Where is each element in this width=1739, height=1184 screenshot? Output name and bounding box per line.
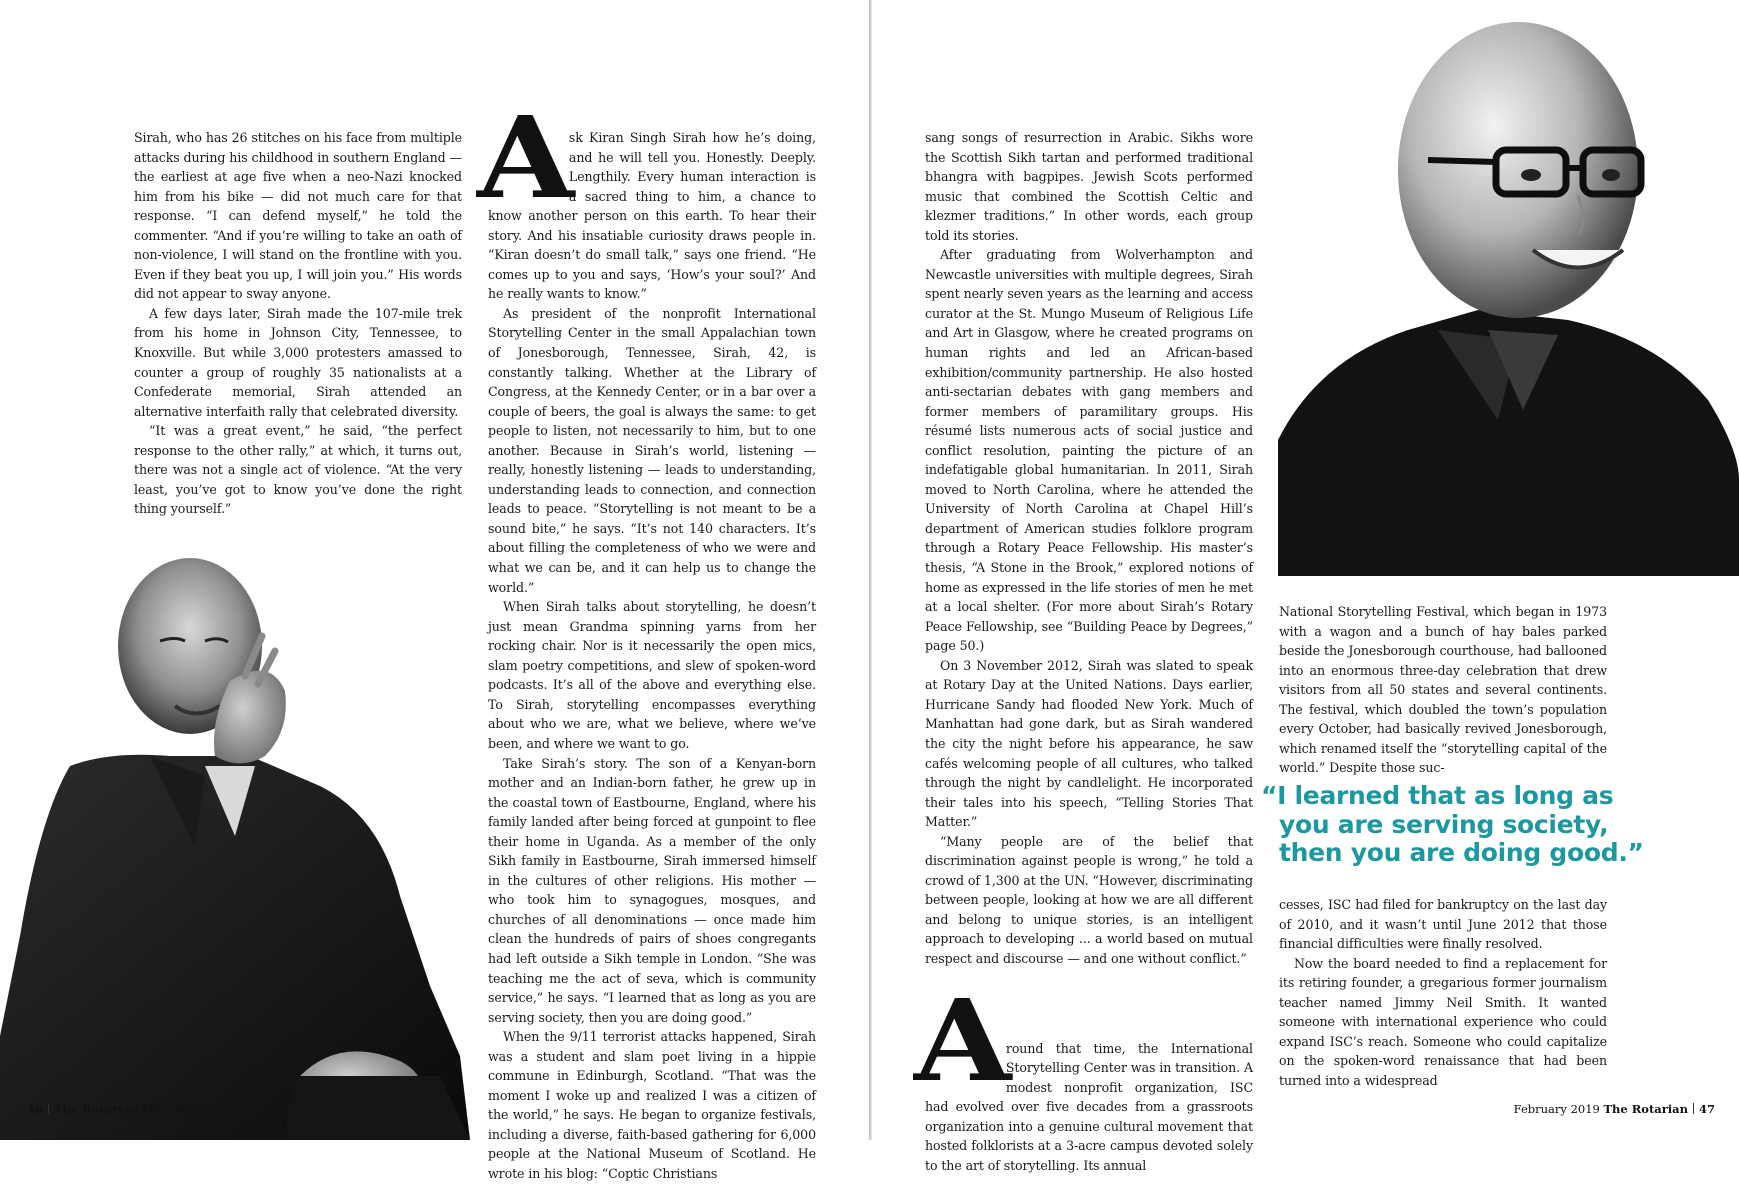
body-paragraph: sang songs of resurrection in Arabic. Sikhs wore the Scottish Sikh tartan and performed traditional bhangra with bagpipes. Jewish Scots performed music that combined the Scottish Celtic and klezmer traditions.” In other words, each group told its stories. — [925, 130, 1253, 243]
body-paragraph: Now the board needed to find a replacement for its retiring founder, a gregarious former journalism teacher named Jimmy Neil Smith. It wanted someone with international experience who could expand ISC’s reach. Someone who could capitalize on the spoken-word renaissance that had been turned into a widespread — [1279, 955, 1607, 1088]
right-page — [872, 0, 1739, 1173]
folio-left — [27, 1102, 228, 1116]
portrait-photo-right — [1278, 0, 1739, 576]
body-paragraph: “Many people are of the belief that discrimination against people is wrong,” he told a crowd of 1,300 at the UN. “However, discriminating between people, looking at how we are all different and belong to unique stories, is an intelligent approach to developing ... a world based on mutual respect and discourse — and one without conflict.” — [925, 833, 1253, 966]
right-column-2-bottom — [1279, 895, 1607, 1090]
body-paragraph: “It was a great event,” he said, “the perfect response to the other rally,” at which, it turns out, there was not a single act of violence. “At the very least, you’ve got to know you’ve done the right thing yourself.” — [134, 423, 462, 517]
left-page — [0, 0, 870, 1181]
lead-paragraph: sk Kiran Singh Sirah how he’s doing, and he will tell you. Honestly. Deeply. Lengthily. Every human interaction is a sacred thing to him, a chance to know another person on this earth. To hear their story. And his insatiable curiosity draws people in. “Kiran doesn’t do small talk,” says one friend. “He comes up to you and says, ‘How’s your soul?’ And he really wants to know.” — [488, 130, 816, 302]
dropcap-paragraph — [477, 93, 816, 304]
body-paragraph: When the 9/11 terrorist attacks happened, Sirah was a student and slam poet living in a hippie commune in Edinburgh, Scotland. “That was the moment I woke up and realized I was a citizen of the world,” he says. He began to organize festivals, including a diverse, faith-based gathering for 6,000 people at the National Museum of Scotland. He wrote in his blog: “Coptic Christians — [488, 1029, 816, 1181]
pull-quote — [1261, 782, 1731, 868]
body-paragraph: As president of the nonprofit International Storytelling Center in the small Appalachian town of Jonesborough, Tennessee, Sirah, 42, is constantly talking. Whether at the Library of Congress, at the Kennedy Center, or in a bar over a couple of beers, the goal is always the same: to get people to listen, not necessarily to him, but to one another. Because in Sirah’s world, listening — really, honestly listening — leads to understanding, understanding leads to connection, and connection leads to peace. “Storytelling is not meant to be a sound bite,” he says. “It’s not 140 characters. It’s about filling the completeness of who we were and what we can be, and it can help us to change the world.” — [488, 305, 816, 595]
body-paragraph: A few days later, Sirah made the 107-mile trek from his home in Johnson City, Tennessee, to Knoxville. But while 3,000 protesters amassed to counter a group of roughly 35 nationalists at a Confederate memorial, Sirah attended an alternative interfaith rally that celebrated diversity. — [134, 305, 462, 419]
dropcap-letter-2: A — [914, 975, 1007, 1107]
pull-quote-line-2: you are serving society, — [1279, 809, 1609, 839]
lead-paragraph-2: round that time, the International Storytelling Center was in transition. A modest nonprofit organization, ISC had evolved over five decades from a grassroots organization into a genuine cultural movement that hosted folklorists at a 3-acre campus devoted solely to the art of storytelling. Its annual — [925, 1040, 1253, 1173]
festival-paragraph: National Storytelling Festival, which began in 1973 with a wagon and a bunch of hay bales parked beside the Jonesborough courthouse, had ballooned into an enormous three-day celebration that drew visitors from all 50 states and several continents. The festival, which doubled the town’s population every October, had basically revived Jonesborough, which renamed itself the “storytelling capital of the world.” Despite those suc- — [1279, 604, 1607, 776]
right-column-1 — [914, 128, 1253, 1175]
dropcap-letter: A — [477, 93, 570, 224]
body-paragraph: Sirah, who has 26 stitches on his face from multiple attacks during his childhood in southern England — the earliest at age five when a neo-Nazi knocked him from his bike — did not much care for that response. “I can defend myself,” he told the commenter. “And if you’re willing to take an oath of non-violence, I will stand on the frontline with you. Even if they beat you up, I will join you.” His words did not appear to sway anyone. — [134, 130, 462, 302]
left-column-2 — [477, 93, 816, 1184]
body-paragraph: When Sirah talks about storytelling, he doesn’t just mean Grandma spinning yarns from her rocking chair. Nor is it necessarily the open mics, slam poetry competitions, and slew of spoken-word podcasts. It’s all of the above and everything else. To Sirah, storytelling encompasses everything about who we are, what we believe, where we’ve been, and where we want to go. — [488, 599, 816, 751]
right-column-2-top — [1279, 602, 1607, 778]
pull-quote-line-3: then you are doing good.” — [1279, 838, 1644, 867]
issue-date: February 2019 — [1513, 1102, 1600, 1116]
folio-separator — [48, 1103, 49, 1114]
body-paragraph: On 3 November 2012, Sirah was slated to speak at Rotary Day at the United Nations. Days earlier, Hurricane Sandy had flooded New York. Much of Manhattan had gone dark, but as Sirah wandered the city the night before his appearance, he saw cafés welcoming people of all cultures, who talked through the night by candlelight. He incorporated their tales into his speech, “Telling Stories That Matter.” — [925, 657, 1253, 830]
folio-separator — [1693, 1103, 1694, 1114]
page-number: 46 — [27, 1102, 44, 1116]
body-paragraph: After graduating from Wolverhampton and Newcastle universities with multiple degrees, Sirah spent nearly seven years as the learning and access curator at the St. Mungo Museum of Religious Life and Art in Glasgow, where he created programs on human rights and led an African-based exhibition/community partnership. He also hosted anti-sectarian debates with gang members and former members of paramilitary groups. His résumé lists numerous acts of social justice and conflict resolution, painting the picture of an indefatigable global humanitarian. In 2011, Sirah moved to North Carolina, where he attended the University of North Carolina at Chapel Hill’s department of American studies folklore program through a Rotary Peace Fellowship. His master’s thesis, “A Stone in the Brook,” explored notions of home as expressed in the life stories of men he met at a local shelter. (For more about Sirah’s Rotary Peace Fellowship, see “Building Peace by Degrees,” page 50.) — [925, 247, 1253, 654]
magazine-name: The Rotarian — [54, 1102, 139, 1116]
body-paragraph: cesses, ISC had filed for bankruptcy on the last day of 2010, and it wasn’t until June 2012 that those financial difficulties were finally resolved. — [1279, 897, 1607, 952]
page-number: 47 — [1698, 1102, 1715, 1116]
body-paragraph: Take Sirah’s story. The son of a Kenyan-born mother and an Indian-born father, he grew up in the coastal town of Eastbourne, England, where his family landed after being forced at gunpoint to flee their home in Uganda. As a member of the only Sikh family in Eastbourne, Sirah immersed himself in the cultures of other religions. His mother — who took him to synagogues, mosques, and churches of all denominations — once made him clean the hundreds of pairs of shoes congregants had left outside a Sikh temple in London. “She was teaching me the act of seva, which is community service,” he says. “I learned that as long as you are serving society, then you are doing good.” — [488, 755, 816, 1025]
left-column-1 — [134, 128, 462, 519]
magazine-name: The Rotarian — [1603, 1102, 1688, 1116]
folio-right — [1514, 1102, 1715, 1116]
issue-date: February 2019 — [142, 1102, 229, 1116]
portrait-photo-left — [0, 516, 500, 1140]
dropcap-paragraph-2 — [914, 975, 1253, 1176]
pull-quote-line-1: “I learned that as long as — [1261, 781, 1614, 810]
